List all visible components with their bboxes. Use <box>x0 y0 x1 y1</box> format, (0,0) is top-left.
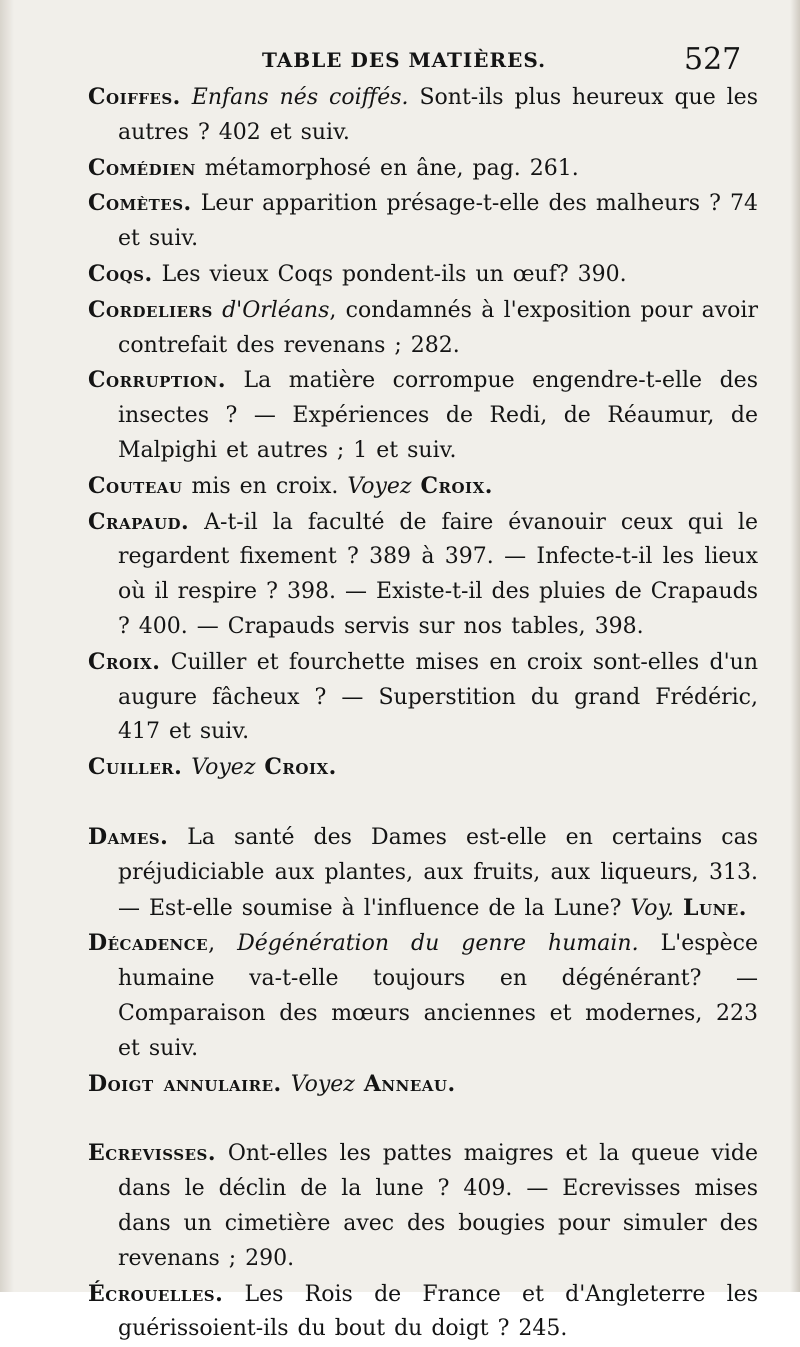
entry-italic-text: Voyez <box>291 1072 355 1097</box>
entry-headword: Croix. <box>88 649 160 675</box>
entry-italic-text: Voyez <box>347 474 411 499</box>
entry-text: Sont-ils plus heureux que les autres ? 402 et suiv. <box>118 85 758 145</box>
index-entry <box>88 926 758 1066</box>
entry-text: Cuiller et fourchette mises en croix sont-elles d'un augure fâcheux ? — Superstition du grand Frédéric, 417 et suiv. <box>118 650 758 745</box>
entry-text: , <box>208 931 237 956</box>
entry-italic-text: Dégénération du genre humain. <box>237 931 638 956</box>
entry-text: , condamnés à l'exposition pour avoir contrefait des revenans ; 282. <box>118 298 758 358</box>
index-entry <box>88 1277 758 1347</box>
index-entry <box>88 750 758 786</box>
entry-cross-reference: Lune. <box>683 895 747 921</box>
section-gap <box>88 786 758 820</box>
entry-headword: Comètes. <box>88 190 192 216</box>
entry-text <box>182 755 191 780</box>
entry-text: La matière corrompue engendre-t-elle des insectes ? — Expériences de Redi, de Réaumur, de Malpighi et autres ; 1 et suiv. <box>118 368 758 463</box>
entry-text <box>181 85 192 110</box>
entry-headword: Dames. <box>88 824 168 850</box>
index-entry <box>88 186 758 257</box>
index-entry <box>88 469 758 505</box>
entry-headword: Corruption. <box>88 367 226 393</box>
entry-headword: Écrouelles. <box>88 1281 223 1307</box>
index-entry <box>88 1136 758 1276</box>
index-entry <box>88 820 758 926</box>
entry-headword: Couteau <box>88 473 182 499</box>
entry-text: La santé des Dames est-elle en certains cas préjudiciable aux plantes, aux fruits, aux liqueurs, 313. — Est-elle soumise à l'influence de la Lune? <box>118 825 758 921</box>
entry-text: Les vieux Coqs pondent-ils un œuf? 390. <box>153 262 627 287</box>
index-entry <box>88 257 758 293</box>
entry-text <box>282 1072 291 1097</box>
entry-cross-reference: Croix. <box>421 473 493 499</box>
index-entry <box>88 505 758 645</box>
entry-text: L'espèce humaine va-t-elle toujours en dégénérant? — Comparaison des mœurs anciennes et modernes, 223 et suiv. <box>118 931 758 1060</box>
entry-text: A-t-il la faculté de faire évanouir ceux qui le regardent fixement ? 389 à 397. — Infecte-t-il les lieux où il respire ? 398. — Existe-t-il des pluies de Crapauds ? 400. — Crapauds servis sur nos tables, 398. <box>118 510 758 639</box>
entry-text: Les Rois de France et d'Angleterre les guérissoient-ils du bout du doigt ? 245. <box>118 1282 758 1342</box>
entry-headword: Comédien <box>88 155 196 181</box>
entry-headword: Coqs. <box>88 261 153 287</box>
running-header <box>0 44 800 76</box>
index-entry <box>88 80 758 151</box>
entry-italic-text: Enfans nés coiffés. <box>192 85 409 110</box>
entry-text <box>412 474 421 499</box>
entry-headword: Coiffes. <box>88 84 181 110</box>
entry-cross-reference: Anneau. <box>364 1071 456 1097</box>
index-entry <box>88 1067 758 1103</box>
entry-text: mis en croix. <box>182 474 347 499</box>
entry-text <box>213 298 222 323</box>
entry-headword: Ecrevisses. <box>88 1140 216 1166</box>
section-gap <box>88 1102 758 1136</box>
entry-headword: Crapaud. <box>88 509 189 535</box>
entry-text: métamorphosé en âne, pag. 261. <box>196 156 579 181</box>
entry-italic-text: Voy. <box>630 896 674 921</box>
index-entry <box>88 645 758 750</box>
index-entry <box>88 363 758 468</box>
entry-text <box>355 1072 364 1097</box>
entry-text: Leur apparition présage-t-elle des malheurs ? 74 et suiv. <box>118 191 758 251</box>
index-body <box>88 80 758 1347</box>
index-entry <box>88 151 758 187</box>
entry-italic-text: d'Orléans <box>222 298 329 323</box>
entry-headword: Doigt annulaire. <box>88 1071 282 1097</box>
header-title: TABLE DES MATIÈRES. <box>262 48 546 72</box>
entry-headword: Cordeliers <box>88 297 213 323</box>
entry-headword: Cuiller. <box>88 754 182 780</box>
entry-italic-text: Voyez <box>191 755 255 780</box>
index-entry <box>88 293 758 364</box>
entry-headword: Décadence <box>88 930 208 956</box>
entry-cross-reference: Croix. <box>264 754 336 780</box>
page-number: 527 <box>684 42 741 77</box>
entry-text <box>674 896 683 921</box>
entry-text: Ont-elles les pattes maigres et la queue vide dans le déclin de la lune ? 409. — Ecrevisses mises dans un cimetière avec des bougies pour simuler des revenans ; 290. <box>118 1141 758 1270</box>
